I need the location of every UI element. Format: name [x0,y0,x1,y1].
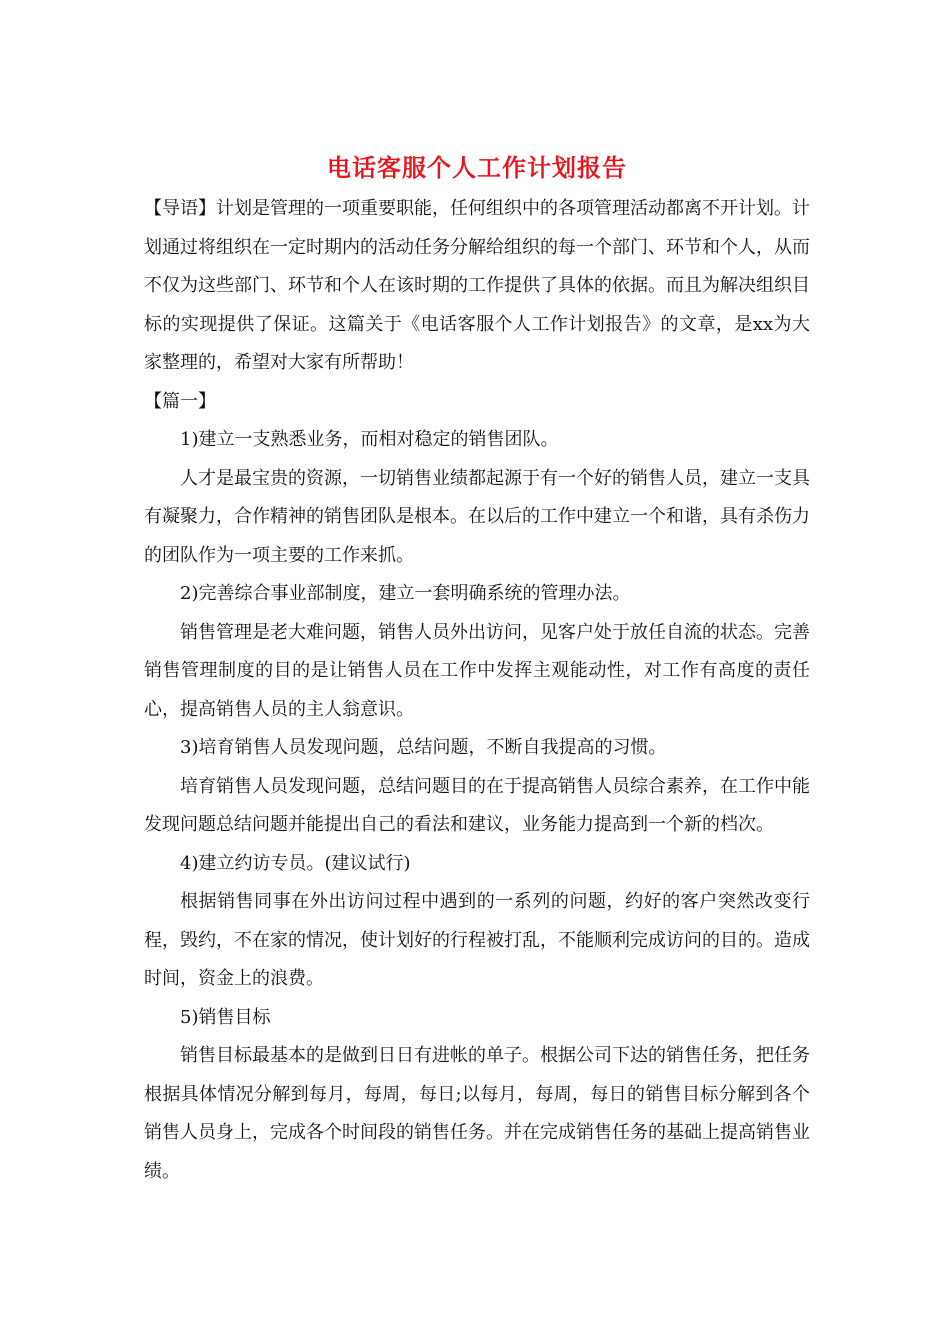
document-title: 电话客服个人工作计划报告 [327,153,627,182]
body-paragraph-5: 销售目标最基本的是做到日日有进帐的单子。根据公司下达的销售任务，把任务根据具体情况分解到每月，每周，每日;以每月，每周，每日的销售目标分解到各个销售人员身上，完成各个时间段的销售任务。并在完成销售任务的基础上提高销售业绩。 [144,1045,810,1182]
intro-paragraph: 【导语】计划是管理的一项重要职能，任何组织中的各项管理活动都离不开计划。计划通过将组织在一定时期内的活动任务分解给组织的每一个部门、环节和个人，从而不仅为这些部门、环节和个人在该时期的工作提供了具体的依据。而且为解决组织目标的实现提供了保证。这篇关于《电话客服个人工作计划报告》的文章，是xx为大家整理的，希望对大家有所帮助！ [144,198,810,373]
body-paragraph-2: 销售管理是老大难问题，销售人员外出访问，见客户处于放任自流的状态。完善销售管理制度的目的是让销售人员在工作中发挥主观能动性，对工作有高度的责任心，提高销售人员的主人翁意识。 [144,621,810,720]
item-heading-5: 5)销售目标 [180,1006,271,1028]
body-paragraph-3: 培育销售人员发现问题，总结问题目的在于提高销售人员综合素养，在工作中能发现问题总结问题并能提出自己的看法和建议，业务能力提高到一个新的档次。 [144,775,810,835]
section-label: 【篇一】 [144,390,216,412]
item-heading-1: 1)建立一支熟悉业务，而相对稳定的销售团队。 [180,429,559,450]
document-page [144,146,810,1191]
body-paragraph-1: 人才是最宝贵的资源，一切销售业绩都起源于有一个好的销售人员，建立一支具有凝聚力，合作精神的销售团队是根本。在以后的工作中建立一个和谐，具有杀伤力的团队作为一项主要的工作来抓。 [144,467,810,566]
item-heading-2: 2)完善综合事业部制度，建立一套明确系统的管理办法。 [180,583,631,604]
body-paragraph-4: 根据销售同事在外出访问过程中遇到的一系列的问题，约好的客户突然改变行程，毁约，不在家的情况，使计划好的行程被打乱，不能顺利完成访问的目的。造成时间，资金上的浪费。 [144,891,810,989]
item-heading-3: 3)培育销售人员发现问题，总结问题，不断自我提高的习惯。 [180,737,667,758]
item-heading-4: 4)建立约访专员。(建议试行) [180,852,411,874]
